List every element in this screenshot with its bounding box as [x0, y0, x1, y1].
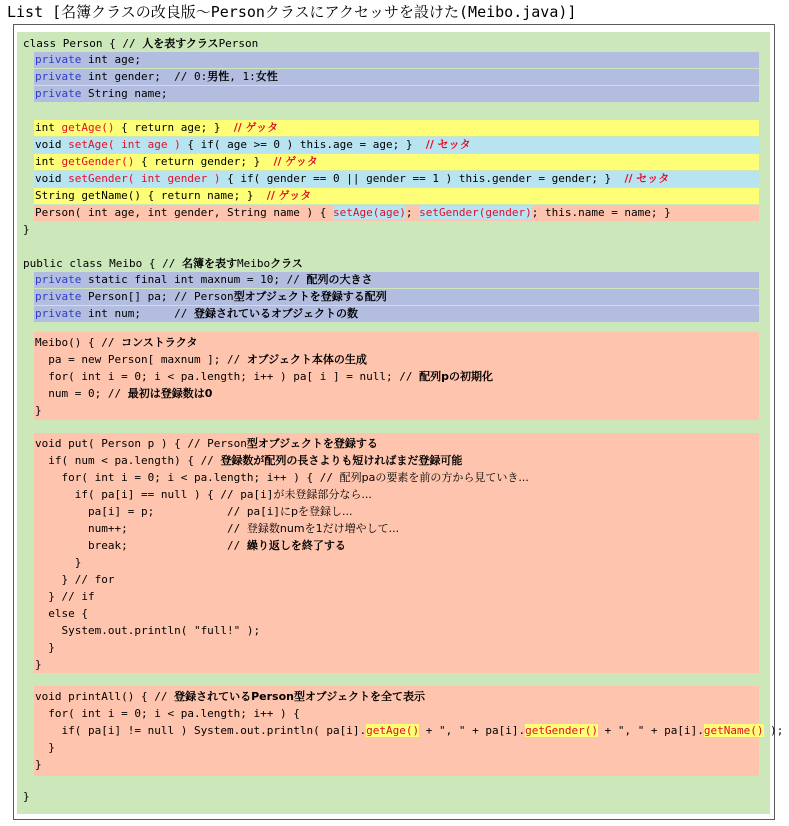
code-line: pa[i] = p; // pa[i]にpを登録し...	[35, 505, 353, 518]
meibo-class-close: }	[23, 790, 30, 803]
code-line: Meibo() { // コンストラクタ	[35, 336, 198, 349]
person-constructor: Person( int age, int gender, String name ) { setAge(age); setGender(gender); this.name = name; }	[34, 205, 759, 221]
person-field-gender: private int gender; // 0:男性, 1:女性	[34, 69, 759, 85]
code-line: if( pa[i] == null ) { // pa[i]が未登録部分なら...	[35, 488, 372, 501]
code-line: if( pa[i] != null ) System.out.println( pa[i].getAge() + ", " + pa[i].getGender() + ", " + pa[i].getName() );	[35, 724, 784, 737]
page-title: List [名簿クラスの改良版〜Personクラスにアクセッサを設けた(Meibo.java)]	[7, 3, 577, 21]
code-line: }	[35, 404, 42, 417]
code-line: for( int i = 0; i < pa.length; i++ ) pa[ i ] = null; // 配列pの初期化	[35, 370, 493, 383]
code-line: num = 0; // 最初は登録数は0	[35, 387, 213, 400]
code-line: }	[35, 741, 55, 754]
code-line: }	[35, 758, 42, 771]
person-getage: int getAge() { return age; } // ゲッタ	[34, 120, 759, 136]
code-line: } // for	[35, 573, 115, 586]
code-line: } // if	[35, 590, 95, 603]
code-line: void printAll() { // 登録されているPerson型オブジェクトを全て表示	[35, 690, 425, 703]
code-line: break; // 繰り返しを終了する	[35, 539, 346, 552]
code-line: num++; // 登録数numを1だけ増やして...	[35, 522, 400, 535]
code-line: }	[35, 658, 42, 671]
code-line: else {	[35, 607, 88, 620]
meibo-field-num: private int num; // 登録されているオブジェクトの数	[34, 306, 759, 322]
person-field-age: private int age;	[34, 52, 759, 68]
person-class-header: class Person { // 人を表すクラスPerson	[23, 37, 259, 50]
person-class-close: }	[23, 223, 30, 236]
person-getgender: int getGender() { return gender; } // ゲッタ	[34, 154, 759, 170]
code-panel	[17, 32, 784, 814]
code-line: }	[35, 641, 55, 654]
person-setage: void setAge( int age ) { if( age >= 0 ) this.age = age; } // セッタ	[34, 137, 759, 153]
code-line: System.out.println( "full!" );	[35, 624, 261, 637]
code-line: pa = new Person[ maxnum ]; // オブジェクト本体の生成	[35, 353, 367, 366]
person-field-name: private String name;	[34, 86, 759, 102]
code-line: }	[35, 556, 82, 569]
listing-frame	[13, 24, 784, 820]
code-line: for( int i = 0; i < pa.length; i++ ) {	[35, 707, 300, 720]
person-getname: String getName() { return name; } // ゲッタ	[34, 188, 759, 204]
meibo-class-header: public class Meibo { // 名簿を表すMeiboクラス	[23, 257, 303, 270]
meibo-put-block	[34, 433, 759, 673]
meibo-printall-block	[34, 686, 784, 776]
code-line: void put( Person p ) { // Person型オブジェクトを登録する	[35, 437, 378, 450]
person-setgender: void setGender( int gender ) { if( gender == 0 || gender == 1 ) this.gender = gender; } // セッタ	[34, 171, 759, 187]
meibo-field-pa: private Person[] pa; // Person型オブジェクトを登録する配列	[34, 289, 759, 305]
code-line: for( int i = 0; i < pa.length; i++ ) { // 配列paの要素を前の方から見ていき...	[35, 471, 529, 484]
code-line: if( num < pa.length) { // 登録数が配列の長さよりも短ければまだ登録可能	[35, 454, 463, 467]
meibo-constructor-block	[34, 332, 759, 420]
meibo-field-maxnum: private static final int maxnum = 10; // 配列の大きさ	[34, 272, 759, 288]
